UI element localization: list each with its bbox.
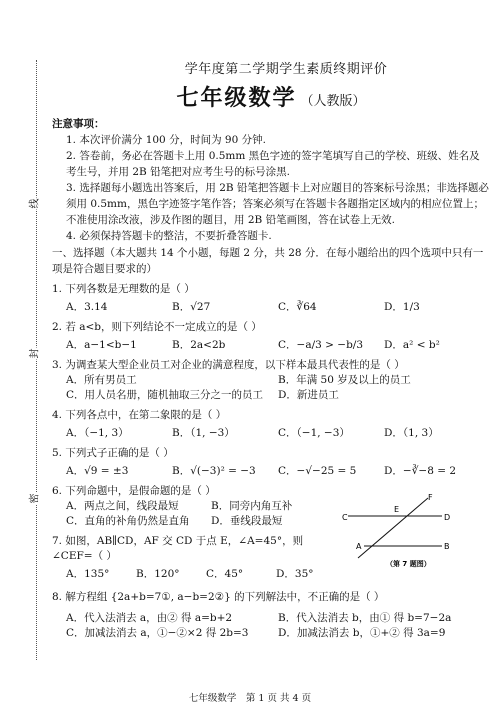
option: A．3.14 xyxy=(66,301,108,313)
option: B．120° xyxy=(136,568,180,580)
label-d: D xyxy=(444,513,451,522)
option: A．两点之间，线段最短 xyxy=(66,500,179,512)
binding-label-secret: 密 xyxy=(25,493,42,505)
question-options xyxy=(52,388,490,403)
question-stem: 7. 如图，AB∥CD，AF 交 CD 于点 E，∠A=45°，则 xyxy=(52,535,304,547)
binding-margin xyxy=(0,0,48,707)
option: C．直角的补角仍然是直角 xyxy=(66,515,190,527)
option: C．45° xyxy=(206,568,244,580)
label-b: B xyxy=(444,542,450,551)
label-c: C xyxy=(342,513,348,522)
section-heading: 一、选择题（本大题共 14 个小题，每题 2 分，共 28 分．在每小题给出的四个选项中只有一项是符合题目要求的） xyxy=(52,247,484,275)
option: A．（−1, 3） xyxy=(66,427,129,439)
question-options xyxy=(52,626,490,641)
option: D．新进员工 xyxy=(278,389,339,401)
option: B．√27 xyxy=(172,301,211,313)
note-item: 1. 本次评价满分 100 分，时间为 90 分钟. xyxy=(66,134,266,146)
question-options xyxy=(52,514,356,529)
question-options xyxy=(52,463,490,479)
option: A．代入法消去 a，由② 得 a=b+2 xyxy=(66,612,233,624)
label-e: E xyxy=(394,505,400,514)
question-options xyxy=(52,425,490,441)
note-item: 2. 答卷前，务必在答题卡上用 0.5mm 黑色字迹的签字笔填写自己的学校、班级、姓名及考生号，并用 2B 铅笔把对应考生号的标号涂黑. xyxy=(66,150,480,178)
option: C．用人员名册，随机抽取三分之一的员工 xyxy=(66,389,264,401)
option: C．−a/3 > −b/3 xyxy=(278,339,364,351)
question-stem: 3. 为调查某大型企业员工对企业的满意程度，以下样本最具代表性的是（ ） xyxy=(52,359,405,371)
exam-title-row xyxy=(52,81,490,112)
option: D．（1, 3） xyxy=(384,427,439,439)
notes-heading: 注意事项： xyxy=(52,118,105,130)
option: B．（1, −3） xyxy=(172,427,235,439)
option: B．2a<2b xyxy=(172,339,226,351)
question-stem: 2. 若 a<b，则下列结论不一定成立的是（ ） xyxy=(52,321,262,333)
figure-caption: （第 7 题图） xyxy=(386,560,431,568)
question-stem: 4. 下列各点中，在第二象限的是（ ） xyxy=(52,409,227,421)
exam-title: 七年级数学 xyxy=(176,85,297,111)
question-options xyxy=(52,566,346,582)
option: B．√(−3)² = −3 xyxy=(172,465,256,477)
option: D．1/3 xyxy=(384,301,420,313)
option: A．所有男员工 xyxy=(66,374,137,386)
question-stem: 5. 下列式子正确的是（ ） xyxy=(52,447,174,459)
option: B．同旁内角互补 xyxy=(211,500,293,512)
option: C．（−1, −3） xyxy=(278,427,350,439)
option: D．35° xyxy=(276,568,314,580)
note-item: 4. 必须保持答题卡的整洁，不要折叠答题卡. xyxy=(66,230,272,242)
option: A．√9 = ±3 xyxy=(66,465,129,477)
exam-subtitle: 学年度第二学期学生素质终期评价 xyxy=(184,62,388,77)
option: D．加减法消去 b，①+② 得 3a=9 xyxy=(278,627,446,639)
question-options xyxy=(52,337,490,353)
question-7-figure xyxy=(342,492,452,570)
question-options xyxy=(52,611,490,626)
question-stem: 1. 下列各数是无理数的是（ ） xyxy=(52,283,195,295)
question-stem-continued: ∠CEF=（ ） xyxy=(52,550,117,562)
dotted-cut-line xyxy=(36,60,37,660)
option: D．垂线段最短 xyxy=(211,515,283,527)
option: C．加减法消去 a，①−②×2 得 2b=3 xyxy=(66,627,249,639)
option: D．−∛−8 = 2 xyxy=(384,465,457,477)
question-options xyxy=(52,499,356,514)
label-f: F xyxy=(428,493,433,502)
question-stem: 8. 解方程组 {2a+b=7①, a−b=2②} 的下列解法中，不正确的是（ ） xyxy=(52,591,385,603)
option: C．−√−25 = 5 xyxy=(278,465,357,477)
option: B．年满 50 岁及以上的员工 xyxy=(278,374,411,386)
option: D．a² < b² xyxy=(384,339,440,351)
question-stem: 6. 下列命题中，是假命题的是（ ） xyxy=(52,485,216,497)
line-af xyxy=(358,498,428,558)
option: A．135° xyxy=(66,568,110,580)
label-a: A xyxy=(356,542,362,551)
option: A．a−1<b−1 xyxy=(66,339,137,351)
note-item: 3. 选择题每小题选出答案后，用 2B 铅笔把答题卡上对应题目的答案标号涂黑；非选择题必须用 0.5mm，黑色字迹签字笔作答；答案必须写在答题卡各题指定区域内的相应位置上；不准使用涂改液，涉及作图的题目，用 2B 铅笔画图，答在试卷上无效. xyxy=(66,182,489,226)
option: C．∛64 xyxy=(278,301,317,313)
binding-label-seal: 封 xyxy=(25,348,42,360)
binding-label-line: 线 xyxy=(25,198,42,210)
question-options xyxy=(52,373,490,388)
question-options xyxy=(52,299,490,315)
exam-edition: （人教版） xyxy=(300,94,366,109)
option: B．代入法消去 b，由① 得 b=7−2a xyxy=(278,612,452,624)
page-footer: 七年级数学 第 1 页 共 4 页 xyxy=(188,693,312,704)
